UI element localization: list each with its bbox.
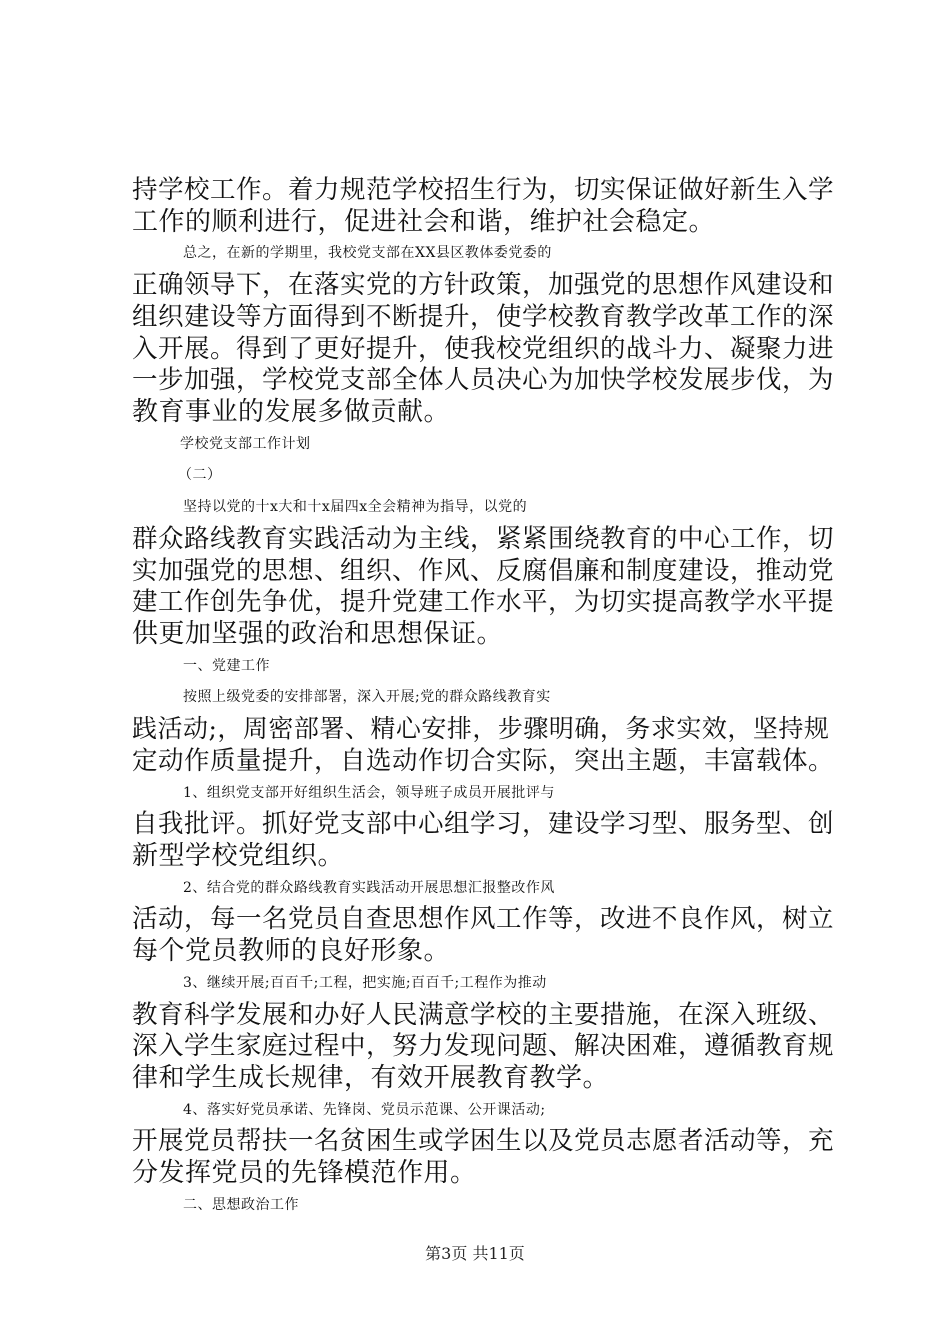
- body-text-line: 活动，每一名党员自查思想作风工作等，改进不良作风，树立: [132, 904, 835, 934]
- body-text-line: 开展党员帮扶一名贫困生或学困生以及党员志愿者活动等，充: [132, 1126, 835, 1156]
- body-text-line: 群众路线教育实践活动为主线，紧紧围绕教育的中心工作，切: [132, 524, 835, 554]
- list-item-first-line: 4、落实好党员承诺、先锋岗、党员示范课、公开课活动;: [183, 1102, 546, 1118]
- body-text-line: 教育科学发展和办好人民满意学校的主要措施，在深入班级、: [132, 1000, 835, 1030]
- list-item-first-line: 3、继续开展;百百千;工程，把实施;百百千;工程作为推动: [183, 975, 547, 991]
- list-item-first-line: 2、结合党的群众路线教育实践活动开展思想汇报整改作风: [183, 880, 555, 896]
- body-text-line: 每个党员教师的良好形象。: [132, 936, 451, 966]
- body-text-line: 建工作创先争优，提升党建工作水平，为切实提高教学水平提: [132, 587, 835, 617]
- body-text-line: 组织建设等方面得到不断提升，使学校教育教学改革工作的深: [132, 302, 835, 332]
- body-text-line: 一步加强，学校党支部全体人员决心为加快学校发展步伐，为: [132, 365, 835, 395]
- body-text-line: 深入学生家庭过程中，努力发现问题、解决困难，遵循教育规: [132, 1031, 835, 1061]
- body-text-line: 供更加坚强的政治和思想保证。: [132, 619, 504, 649]
- paragraph-first-line: 总之，在新的学期里，我校党支部在XX县区教体委党委的: [183, 245, 552, 261]
- section-heading: 一、党建工作: [183, 658, 270, 674]
- body-text-line: 工作的顺利进行，促进社会和谐，维护社会稳定。: [132, 207, 716, 237]
- body-text-line: 分发挥党员的先锋模范作用。: [132, 1158, 477, 1188]
- body-text-line: 律和学生成长规律，有效开展教育教学。: [132, 1063, 610, 1093]
- section-number: （二）: [178, 467, 222, 483]
- page-footer: 第3页 共11页: [425, 1244, 525, 1263]
- section-heading: 二、思想政治工作: [183, 1197, 299, 1213]
- body-text-line: 正确领导下，在落实党的方针政策，加强党的思想作风建设和: [132, 270, 835, 300]
- section-title: 学校党支部工作计划: [180, 436, 311, 452]
- body-text-line: 践活动;，周密部署、精心安排，步骤明确，务求实效，坚持规: [132, 714, 830, 743]
- body-text-line: 定动作质量提升，自选动作切合实际，突出主题，丰富载体。: [132, 746, 835, 776]
- body-text-line: 新型学校党组织。: [132, 841, 345, 871]
- body-text-line: 教育事业的发展多做贡献。: [132, 397, 451, 427]
- body-text-line: 入开展。得到了更好提升，使我校党组织的战斗力、凝聚力进: [132, 334, 835, 364]
- paragraph-first-line: 按照上级党委的安排部署，深入开展;党的群众路线教育实: [183, 689, 551, 705]
- body-text-line: 实加强党的思想、组织、作风、反腐倡廉和制度建设，推动党: [132, 556, 835, 586]
- paragraph-first-line: 坚持以党的十x大和十x届四x全会精神为指导，以党的: [183, 499, 528, 515]
- list-item-first-line: 1、组织党支部开好组织生活会，领导班子成员开展批评与: [183, 785, 555, 801]
- body-text-line: 自我批评。抓好党支部中心组学习，建设学习型、服务型、创: [132, 809, 835, 839]
- body-text-line: 持学校工作。着力规范学校招生行为，切实保证做好新生入学: [132, 175, 835, 205]
